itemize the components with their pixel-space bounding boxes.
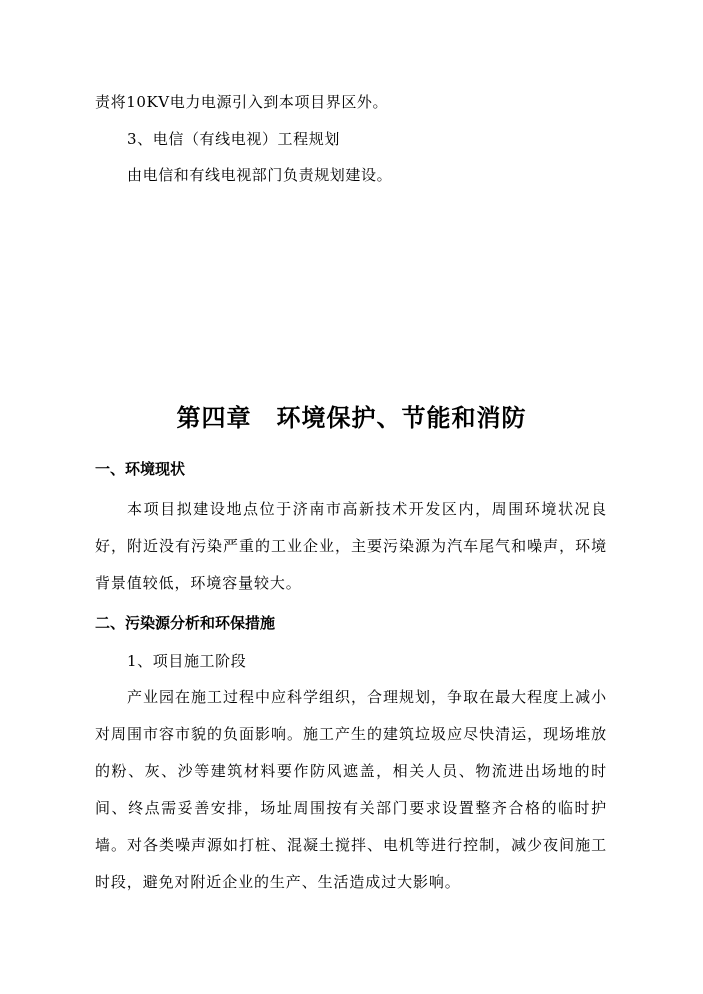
construction-phase-paragraph: 产业园在施工过程中应科学组织，合理规划，争取在最大程度上减小对周围市容市貌的负面影响。施工产生的建筑垃圾应尽快清运，现场堆放的粉、灰、沙等建筑材料要作防风遮盖，相关人员、物流进出场地的时间、终点需妥善安排，场址周围按有关部门要求设置整齐合格的临时护墙。对各类噪声源如打桩、混凝土搅拌、电机等进行控制，减少夜间施工时段，避免对附近企业的生产、生活造成过大影响。 [95,688,607,891]
chapter-title: 第四章 环境保护、节能和消防 [176,403,527,432]
environment-status-paragraph: 本项目拟建设地点位于济南市高新技术开发区内，周围环境状况良好，附近没有污染严重的工业企业，主要污染源为汽车尾气和噪声，环境背景值较低，环境容量较大。 [95,500,607,592]
subheading-construction-phase: 1、项目施工阶段 [127,652,247,670]
telecom-paragraph: 由电信和有线电视部门负责规划建设。 [127,166,393,184]
section-heading-environment-status: 一、环境现状 [95,460,186,478]
section-heading-pollution-analysis: 二、污染源分析和环保措施 [95,614,276,632]
continued-line: 责将10KV电力电源引入到本项目界区外。 [95,93,389,111]
subheading-telecom: 3、电信（有线电视）工程规划 [127,130,340,148]
